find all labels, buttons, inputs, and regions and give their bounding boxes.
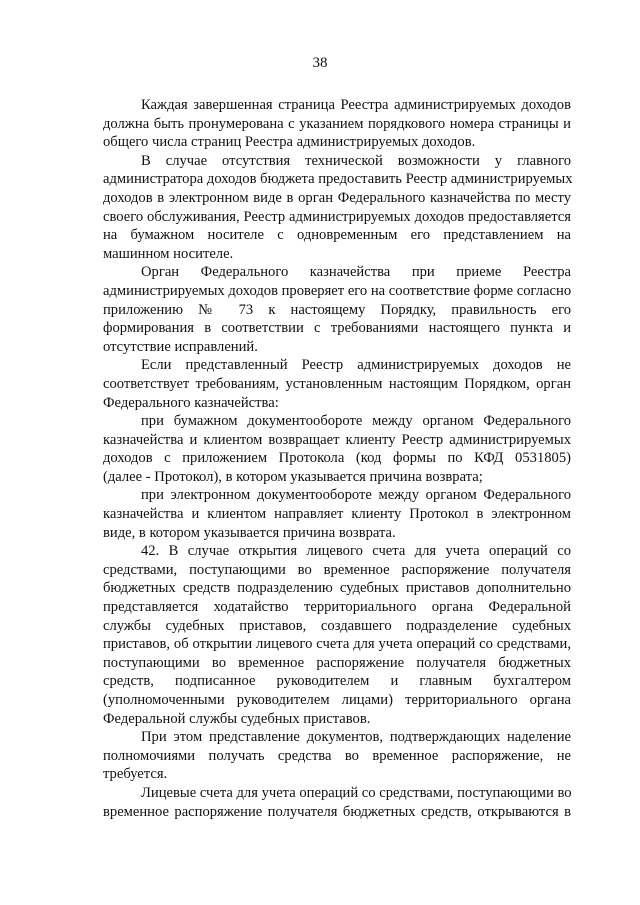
text-line: приложению № 73 к настоящему Порядку, правильность его <box>103 301 571 318</box>
text-line: службы судебных приставов, создавшего подразделение судебных <box>103 617 571 634</box>
text-line: формирования в соответствии с требованиями настоящего пункта и <box>103 320 571 337</box>
text-line: отсутствие исправлений. <box>103 338 258 355</box>
text-line: общего числа страниц Реестра администрируемых доходов. <box>103 134 476 151</box>
paragraph <box>103 356 571 412</box>
text-line: казначейства и клиентом направляет клиенту Протокол в электронном <box>103 506 571 523</box>
text-line: (далее - Протокол), в котором указывается причина возврата; <box>103 468 483 485</box>
text-line: доходов в электронном виде в орган Федерального казначейства по месту <box>103 189 571 206</box>
paragraph <box>103 263 571 356</box>
text-line: приставов, об открытии лицевого счета для учета операций со средствами, <box>103 636 571 653</box>
text-line: Федеральной службы судебных приставов. <box>103 710 371 727</box>
text-line: Каждая завершенная страница Реестра администрируемых доходов <box>141 97 571 113</box>
page-number: 38 <box>312 55 328 71</box>
text-line: (уполномоченными руководителем лицами) территориального органа <box>103 692 571 708</box>
text-line: поступающими во временное распоряжение получателя бюджетных <box>103 654 571 671</box>
text-line: своего обслуживания, Реестр администрируемых доходов предоставляется <box>103 208 571 225</box>
text-line: администрируемых доходов проверяет его на соответствие форме согласно <box>103 282 572 299</box>
text-line: бюджетных средств подразделению судебных приставов дополнительно <box>103 580 571 597</box>
paragraph <box>103 486 571 542</box>
text-line: При этом представление документов, подтверждающих наделение <box>141 729 571 746</box>
paragraph <box>103 152 571 264</box>
text-line: при бумажном документообороте между органом Федерального <box>141 413 571 430</box>
text-line: соответствует требованиям, установленным настоящим Порядком, орган <box>103 375 571 392</box>
text-line: Орган Федерального казначейства при приеме Реестра <box>141 264 571 281</box>
text-line: полномочиями получать средства во временное распоряжение, не <box>103 747 571 764</box>
text-line: машинном носителе. <box>103 245 234 262</box>
text-line: представляется ходатайство территориального органа Федеральной <box>103 599 571 616</box>
text-line: на бумажном носителе с одновременным его представлением на <box>103 227 571 244</box>
text-line: 42. В случае открытия лицевого счета для учета операций со <box>141 543 571 560</box>
text-line: временное распоряжение получателя бюджетных средств, открываются в <box>103 803 571 820</box>
text-line: средств, подписанное руководителем и главным бухгалтером <box>103 673 571 690</box>
text-line: средствами, поступающими во временное распоряжение получателя <box>103 561 571 578</box>
text-line: виде, в котором указывается причина возврата. <box>103 524 396 541</box>
text-line: казначейства и клиентом возвращает клиенту Реестр администрируемых <box>103 431 571 448</box>
paragraph <box>103 728 571 784</box>
text-line: Федерального казначейства: <box>103 394 279 411</box>
text-line: администратора доходов бюджета предоставить Реестр администрируемых <box>103 171 573 188</box>
paragraph <box>103 784 571 821</box>
paragraph <box>103 542 571 728</box>
text-line: Лицевые счета для учета операций со средствами, поступающими во <box>141 784 572 801</box>
paragraph <box>103 96 571 152</box>
document-body <box>103 96 571 821</box>
text-line: доходов с приложением Протокола (код формы по КФД 0531805) <box>103 450 571 467</box>
text-line: В случае отсутствия технической возможности у главного <box>141 152 571 169</box>
text-line: Если представленный Реестр администрируемых доходов не <box>141 357 571 374</box>
text-line: должна быть пронумерована с указанием порядкового номера страницы и <box>103 115 571 132</box>
text-line: требуется. <box>103 766 168 783</box>
paragraph <box>103 412 571 486</box>
text-line: при электронном документообороте между органом Федерального <box>141 487 571 504</box>
